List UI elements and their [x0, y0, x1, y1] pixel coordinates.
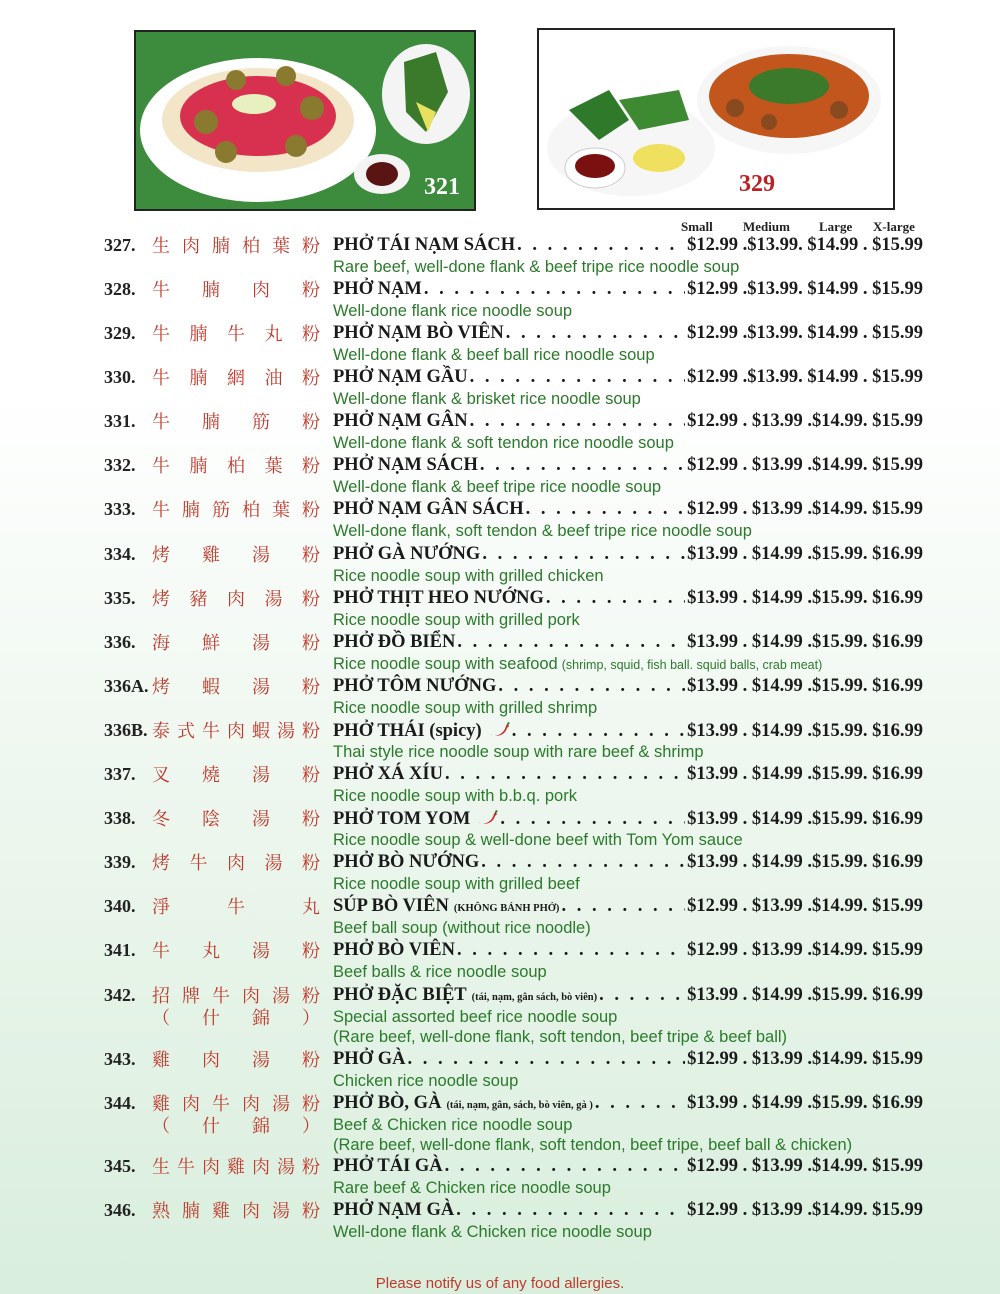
leader-dots: [506, 323, 685, 344]
chinese-name-text: 牛 丸 湯 粉: [152, 941, 320, 961]
item-title-row: [333, 411, 923, 432]
chinese-name-text: 雞 肉 湯 粉: [152, 1050, 320, 1070]
leader-dots: [512, 721, 685, 742]
item-vietnamese-name: PHỞ BÒ, GÀ: [333, 1093, 442, 1113]
leader-dots: [480, 455, 685, 476]
leader-dots: [599, 985, 685, 1006]
size-header-xlarge: X-large: [873, 219, 915, 234]
description-text: Rice noodle soup & well-done beef with Tom Yom sauce: [333, 831, 743, 849]
leader-dots: [561, 896, 685, 917]
item-number: 338.: [104, 808, 136, 828]
description-text: Rare beef & Chicken rice noodle soup: [333, 1179, 611, 1197]
item-description: [333, 786, 577, 806]
item-description: [333, 301, 572, 321]
item-prices: $12.99 . $13.99 .$14.99. $15.99: [687, 940, 923, 960]
item-title-row: [333, 499, 923, 520]
item-title-row: [333, 764, 923, 785]
item-vietnamese-name: PHỞ NẠM GÀ: [333, 1200, 455, 1220]
leader-dots: [595, 1093, 685, 1114]
item-vietnamese-name: PHỞ THỊT HEO NƯỚNG: [333, 588, 544, 608]
chinese-name-text: 叉 燒 湯 粉: [152, 765, 320, 785]
item-vietnamese-note: (tái, nạm, gân sách, bò viên): [471, 992, 598, 1003]
item-vietnamese-note: (tái, nạm, gân, sách, bò viên, gà ): [446, 1100, 593, 1111]
description-text: Rice noodle soup with grilled shrimp: [333, 699, 598, 717]
item-prices: $12.99 .$13.99. $14.99 . $15.99: [687, 367, 923, 387]
item-number: 336.: [104, 632, 136, 652]
item-prices: $12.99 . $13.99 .$14.99. $15.99: [687, 1200, 923, 1220]
item-number: 336A.: [104, 676, 149, 696]
item-vietnamese-name: PHỞ THÁI (spicy): [333, 721, 482, 741]
item-title-row: [333, 279, 923, 300]
item-description: [333, 389, 641, 409]
item-prices: $13.99 . $14.99 .$15.99. $16.99: [687, 544, 923, 564]
leader-dots: [445, 1156, 685, 1177]
item-chinese-name: [152, 455, 320, 477]
item-prices: $13.99 . $14.99 .$15.99. $16.99: [687, 588, 923, 608]
item-description: [333, 918, 591, 938]
leader-dots: [407, 1049, 685, 1070]
item-title-row: [333, 1049, 923, 1070]
item-chinese-name: [152, 1156, 320, 1178]
allergy-notice: Please notify us of any food allergies.: [375, 1275, 625, 1292]
description-text: Rice noodle soup with b.b.q. pork: [333, 787, 577, 805]
item-chinese-name: [152, 279, 320, 301]
item-title-row: [333, 367, 923, 388]
description-detail: (Rare beef, well-done flank, soft tendon, beef tripe, beef ball & chicken): [333, 1136, 853, 1154]
item-description: [333, 742, 704, 762]
description-text: Rice noodle soup with grilled chicken: [333, 567, 604, 585]
item-vietnamese-name: PHỞ BÒ VIÊN: [333, 940, 455, 960]
item-description: [333, 698, 597, 718]
item-vietnamese-name: PHỞ ĐỒ BIỂN: [333, 632, 456, 652]
chinese-name-text: 淨 牛 丸: [152, 897, 320, 917]
item-vietnamese-name: PHỞ ĐẶC BIỆT: [333, 985, 467, 1005]
description-text: Rice noodle soup with grilled beef: [333, 875, 580, 893]
item-vietnamese-name: PHỞ NẠM: [333, 279, 422, 299]
chinese-name-text: 雞 肉 牛 肉 湯 粉: [152, 1094, 320, 1114]
item-vietnamese-name: PHỞ NẠM GẦU: [333, 367, 468, 387]
item-vietnamese-name: PHỞ BÒ NƯỚNG: [333, 852, 480, 872]
item-description: [333, 962, 547, 982]
item-description: [333, 345, 655, 365]
item-prices: $12.99 .$13.99. $14.99 . $15.99: [687, 323, 923, 343]
item-description: [333, 433, 674, 453]
item-description: [333, 1115, 852, 1155]
leader-dots: [456, 1200, 685, 1221]
item-title-row: [333, 1093, 923, 1114]
size-header-medium: Medium: [743, 219, 790, 234]
item-title-row: [333, 235, 923, 256]
item-chinese-name: [152, 544, 320, 566]
item-prices: $13.99 . $14.99 .$15.99. $16.99: [687, 676, 923, 696]
item-title-row: [333, 588, 923, 609]
item-title-row: [333, 985, 923, 1006]
item-number: 339.: [104, 852, 136, 872]
item-vietnamese-name: SÚP BÒ VIÊN: [333, 896, 449, 916]
description-text: Well-done flank & brisket rice noodle soup: [333, 390, 641, 408]
item-prices: $12.99 . $13.99 .$14.99. $15.99: [687, 1049, 923, 1069]
item-number: 342.: [104, 985, 136, 1005]
item-number: 340.: [104, 896, 136, 916]
chinese-name-text: 生 肉 腩 柏 葉 粉: [152, 236, 320, 256]
item-prices: $13.99 . $14.99 .$15.99. $16.99: [687, 852, 923, 872]
description-text: Well-done flank, soft tendon & beef tripe rice noodle soup: [333, 522, 752, 540]
description-text: Chicken rice noodle soup: [333, 1072, 519, 1090]
chinese-name-text: 招 牌 牛 肉 湯 粉: [152, 986, 320, 1006]
item-title-row: [333, 323, 923, 344]
chinese-name-text: 烤 蝦 湯 粉: [152, 677, 320, 697]
description-detail: (Rare beef, well-done flank, soft tendon, beef tripe & beef ball): [333, 1028, 788, 1046]
leader-dots: [481, 852, 685, 873]
item-chinese-name: [152, 411, 320, 433]
chinese-name-text: 牛 腩 牛 丸 粉: [152, 324, 320, 344]
leader-dots: [445, 764, 685, 785]
item-number: 345.: [104, 1156, 136, 1176]
chinese-name-text: 牛 腩 網 油 粉: [152, 368, 320, 388]
item-chinese-name: [152, 985, 320, 1029]
leader-dots: [424, 279, 685, 300]
item-description: [333, 654, 822, 675]
chinese-subname-text: （ 什 錦 ）: [152, 1116, 320, 1136]
item-chinese-name: [152, 499, 320, 521]
item-vietnamese-name: PHỞ GÀ: [333, 1049, 406, 1069]
item-number: 333.: [104, 499, 136, 519]
description-text: Well-done flank rice noodle soup: [333, 302, 573, 320]
item-description: [333, 566, 604, 586]
description-text: Special assorted beef rice noodle soup: [333, 1008, 618, 1026]
item-chinese-name: [152, 808, 320, 830]
chinese-name-text: 牛 腩 筋 粉: [152, 412, 320, 432]
item-prices: $12.99 .$13.99. $14.99 . $15.99: [687, 235, 923, 255]
chinese-name-text: 生 牛 肉 雞 肉 湯 粉: [152, 1157, 320, 1177]
item-number: 336B.: [104, 720, 148, 740]
item-description: [333, 257, 739, 277]
description-text: Beef balls & rice noodle soup: [333, 963, 547, 981]
item-number: 331.: [104, 411, 136, 431]
item-vietnamese-name: PHỞ TÔM NƯỚNG: [333, 676, 497, 696]
description-text: Rice noodle soup with seafood: [333, 655, 558, 673]
item-prices: $13.99 . $14.99 .$15.99. $16.99: [687, 721, 923, 741]
item-number: 346.: [104, 1200, 136, 1220]
item-description: [333, 874, 580, 894]
item-title-row: [333, 544, 923, 565]
item-chinese-name: [152, 632, 320, 654]
leader-dots: [517, 235, 685, 256]
item-vietnamese-name: PHỞ XÁ XÍU: [333, 764, 443, 784]
item-vietnamese-name: PHỞ TOM YOM: [333, 809, 471, 829]
item-title-row: [333, 1200, 923, 1221]
item-description: [333, 1178, 611, 1198]
description-note: (shrimp, squid, fish ball. squid balls, crab meat): [561, 658, 823, 672]
description-text: Beef ball soup (without rice noodle): [333, 919, 591, 937]
chinese-name-text: 牛 腩 筋 柏 葉 粉: [152, 500, 320, 520]
item-description: [333, 1007, 787, 1047]
item-chinese-name: [152, 676, 320, 698]
chinese-name-text: 海 鮮 湯 粉: [152, 633, 320, 653]
item-chinese-name: [152, 235, 320, 257]
item-number: 341.: [104, 940, 136, 960]
item-chinese-name: [152, 940, 320, 962]
item-prices: $13.99 . $14.99 .$15.99. $16.99: [687, 632, 923, 652]
item-chinese-name: [152, 1200, 320, 1222]
item-description: [333, 610, 580, 630]
item-prices: $12.99 . $13.99 .$14.99. $15.99: [687, 896, 923, 916]
leader-dots: [498, 676, 685, 697]
item-description: [333, 830, 743, 850]
item-title-row: [333, 940, 923, 961]
chinese-name-text: 烤 雞 湯 粉: [152, 545, 320, 565]
item-title-row: [333, 720, 923, 742]
item-vietnamese-name: PHỞ TÁI GÀ: [333, 1156, 443, 1176]
description-text: Well-done flank & beef tripe rice noodle soup: [333, 478, 662, 496]
size-header-large: Large: [819, 219, 853, 234]
description-text: Well-done flank & soft tendon rice noodle soup: [333, 434, 674, 452]
item-chinese-name: [152, 720, 320, 742]
item-title-row: [333, 632, 923, 653]
chinese-name-text: 牛 腩 肉 粉: [152, 280, 320, 300]
item-vietnamese-name: PHỞ NẠM GÂN SÁCH: [333, 499, 524, 519]
item-chinese-name: [152, 367, 320, 389]
item-prices: $13.99 . $14.99 .$15.99. $16.99: [687, 985, 923, 1005]
description-text: Beef & Chicken rice noodle soup: [333, 1116, 573, 1134]
item-prices: $13.99 . $14.99 .$15.99. $16.99: [687, 1093, 923, 1113]
leader-dots: [500, 809, 685, 830]
item-chinese-name: [152, 1093, 320, 1137]
item-chinese-name: [152, 852, 320, 874]
size-header-small: Small: [681, 219, 713, 234]
item-prices: $12.99 . $13.99 .$14.99. $15.99: [687, 455, 923, 475]
item-title-row: [333, 808, 923, 830]
item-description: [333, 1222, 652, 1242]
leader-dots: [470, 411, 686, 432]
description-text: Well-done flank & Chicken rice noodle soup: [333, 1223, 652, 1241]
item-number: 335.: [104, 588, 136, 608]
description-text: Rare beef, well-done flank & beef tripe rice noodle soup: [333, 258, 740, 276]
item-chinese-name: [152, 323, 320, 345]
item-title-row: [333, 676, 923, 697]
leader-dots: [546, 588, 685, 609]
photo-dish-321: [134, 30, 476, 211]
item-prices: $12.99 . $13.99 .$14.99. $15.99: [687, 1156, 923, 1176]
item-chinese-name: [152, 1049, 320, 1071]
item-description: [333, 477, 661, 497]
item-vietnamese-name: PHỞ NẠM BÒ VIÊN: [333, 323, 504, 343]
item-number: 343.: [104, 1049, 136, 1069]
item-title-row: [333, 852, 923, 873]
description-text: Well-done flank & beef ball rice noodle soup: [333, 346, 655, 364]
spicy-marker: [470, 808, 498, 830]
item-vietnamese-name: PHỞ NẠM GÂN: [333, 411, 468, 431]
photo-dish-329: [537, 28, 895, 210]
leader-dots: [457, 940, 685, 961]
pho-bowl-illustration: [539, 30, 893, 208]
item-vietnamese-name: PHỞ GÀ NƯỚNG: [333, 544, 481, 564]
item-number: 344.: [104, 1093, 136, 1113]
item-number: 332.: [104, 455, 136, 475]
chinese-name-text: 熟 腩 雞 肉 湯 粉: [152, 1201, 320, 1221]
description-text: Thai style rice noodle soup with rare beef & shrimp: [333, 743, 704, 761]
item-prices: $12.99 . $13.99 .$14.99. $15.99: [687, 411, 923, 431]
spicy-marker: [482, 720, 510, 742]
photo-number: 329: [739, 171, 775, 197]
item-title-row: [333, 455, 923, 476]
leader-dots: [470, 367, 686, 388]
leader-dots: [482, 544, 685, 565]
chinese-name-text: 牛 腩 柏 葉 粉: [152, 456, 320, 476]
item-number: 329.: [104, 323, 136, 343]
item-title-row: [333, 896, 923, 917]
item-vietnamese-name: PHỞ NẠM SÁCH: [333, 455, 478, 475]
item-number: 330.: [104, 367, 136, 387]
item-chinese-name: [152, 588, 320, 610]
chili-pepper-icon: [476, 808, 498, 826]
item-description: [333, 521, 752, 541]
item-number: 327.: [104, 235, 136, 255]
photo-number: 321: [424, 174, 460, 200]
leader-dots: [526, 499, 685, 520]
item-prices: $13.99 . $14.99 .$15.99. $16.99: [687, 764, 923, 784]
item-vietnamese-name: PHỞ TÁI NẠM SÁCH: [333, 235, 516, 255]
leader-dots: [457, 632, 685, 653]
item-title-row: [333, 1156, 923, 1177]
item-prices: $13.99 . $14.99 .$15.99. $16.99: [687, 809, 923, 829]
chinese-name-text: 冬 陰 湯 粉: [152, 809, 320, 829]
item-description: [333, 1071, 518, 1091]
item-number: 328.: [104, 279, 136, 299]
item-vietnamese-note: (KHÔNG BÁNH PHỞ): [453, 903, 560, 914]
chinese-name-text: 烤 豬 肉 湯 粉: [152, 589, 320, 609]
description-text: Rice noodle soup with grilled pork: [333, 611, 580, 629]
item-number: 334.: [104, 544, 136, 564]
chinese-name-text: 泰 式 牛 肉 蝦 湯 粉: [152, 721, 320, 741]
item-chinese-name: [152, 764, 320, 786]
item-prices: $12.99 .$13.99. $14.99 . $15.99: [687, 279, 923, 299]
item-prices: $12.99 . $13.99 .$14.99. $15.99: [687, 499, 923, 519]
item-number: 337.: [104, 764, 136, 784]
chili-pepper-icon: [488, 720, 510, 738]
item-chinese-name: [152, 896, 320, 918]
chinese-name-text: 烤 牛 肉 湯 粉: [152, 853, 320, 873]
chinese-subname-text: （ 什 錦 ）: [152, 1008, 320, 1028]
